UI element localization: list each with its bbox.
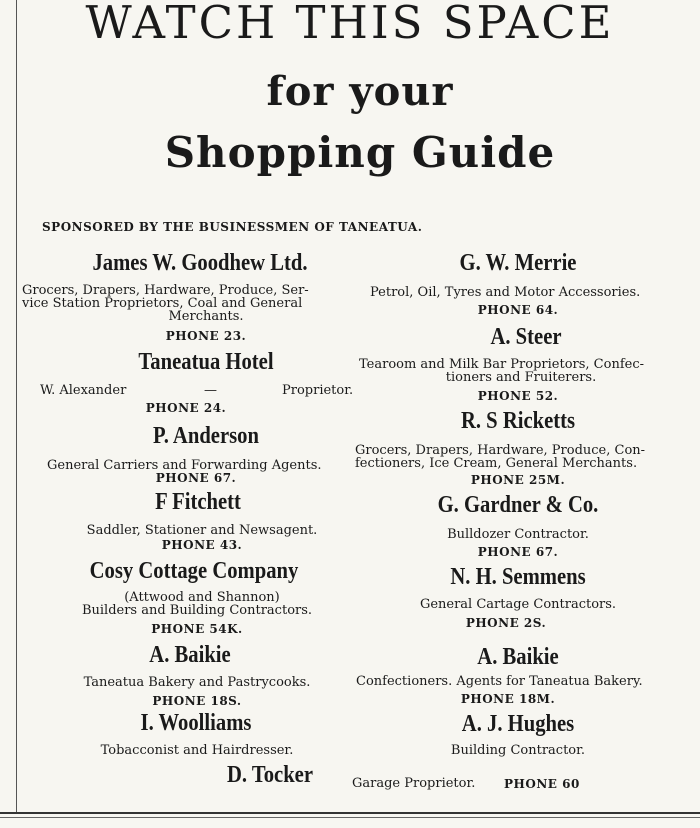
business-desc-merrie: Petrol, Oil, Tyres and Motor Accessories. [370,285,641,300]
business-name-tocker: D. Tocker [226,762,313,788]
business-phone-baikie-left: PHONE 18S. [152,694,242,708]
business-phone-semmens: PHONE 2S. [465,616,547,630]
business-desc-ricketts-1: Grocers, Drapers, Hardware, Produce, Con- [355,443,646,458]
business-desc-woolliams: Tobacconist and Hairdresser. [100,743,294,758]
business-name-baikie-left: A. Baikie [149,642,231,668]
business-name-taneatua-hotel: Taneatua Hotel [138,349,274,375]
business-name-anderson: P. Anderson [153,423,259,449]
business-name-merrie: G. W. Merrie [459,250,577,276]
business-phone-hotel: PHONE 24. [145,401,227,415]
business-name-gardner: G. Gardner & Co. [437,492,599,518]
business-name-baikie-right: A. Baikie [477,644,559,670]
headline-watch-this-space: WATCH THIS SPACE [85,0,615,49]
business-desc-baikie-right: Confectioners. Agents for Taneatua Bakery. [356,674,643,689]
business-phone-tocker: PHONE 60 [504,777,580,791]
business-desc-tocker: Garage Proprietor. [352,776,476,791]
business-phone-anderson: PHONE 67. [155,471,237,485]
business-name-steer: A. Steer [490,324,562,350]
business-phone-fitchett: PHONE 43. [161,538,243,552]
business-name-fitchett: F Fitchett [155,489,241,515]
business-desc-goodhew-1: Grocers, Drapers, Hardware, Produce, Ser- [22,283,309,298]
business-desc-cosy-1: (Attwood and Shannon) [124,590,280,605]
business-desc-gardner: Bulldozer Contractor. [447,527,589,542]
business-phone-ricketts: PHONE 25M. [470,473,566,487]
bottom-border-rule-thin [0,817,700,818]
business-desc-cosy-2: Builders and Building Contractors. [81,603,313,618]
business-desc-semmens: General Cartage Contractors. [419,597,617,612]
business-phone-baikie-right: PHONE 18M. [460,692,556,706]
business-owner-hotel: W. Alexander [40,383,127,398]
business-name-hughes: A. J. Hughes [461,711,575,737]
business-name-woolliams: I. Woolliams [140,710,252,736]
business-name-goodhew: James W. Goodhew Ltd. [92,250,308,276]
business-name-cosy-cottage: Cosy Cottage Company [89,558,299,584]
dash-separator: — [204,383,217,398]
business-role-hotel: Proprietor. [282,383,354,398]
business-desc-goodhew-3: Merchants. [168,309,244,324]
business-desc-ricketts-2: fectioners, Ice Cream, General Merchants. [355,456,638,471]
bottom-border-rule [0,812,700,814]
business-phone-goodhew: PHONE 23. [165,329,247,343]
business-desc-fitchett: Saddler, Stationer and Newsagent. [86,523,318,538]
business-desc-steer-1: Tearoom and Milk Bar Proprietors, Confec- [359,357,644,372]
business-desc-baikie-left: Taneatua Bakery and Pastrycooks. [83,675,311,690]
business-desc-goodhew-2: vice Station Proprietors, Coal and General [22,296,303,311]
business-desc-anderson: General Carriers and Forwarding Agents. [47,458,322,473]
business-name-semmens: N. H. Semmens [450,564,586,590]
sponsor-line: SPONSORED BY THE BUSINESSMEN OF TANEATUA. [42,220,423,234]
headline-for-your: for your [266,68,454,115]
business-phone-cosy: PHONE 54K. [151,622,243,636]
business-name-ricketts: R. S Ricketts [460,408,576,434]
business-desc-hughes: Building Contractor. [450,743,586,758]
business-phone-merrie: PHONE 64. [477,303,559,317]
business-phone-steer: PHONE 52. [477,389,559,403]
business-phone-gardner: PHONE 67. [477,545,559,559]
business-desc-steer-2: tioners and Fruiterers. [445,370,597,385]
headline-shopping-guide: Shopping Guide [164,128,556,177]
